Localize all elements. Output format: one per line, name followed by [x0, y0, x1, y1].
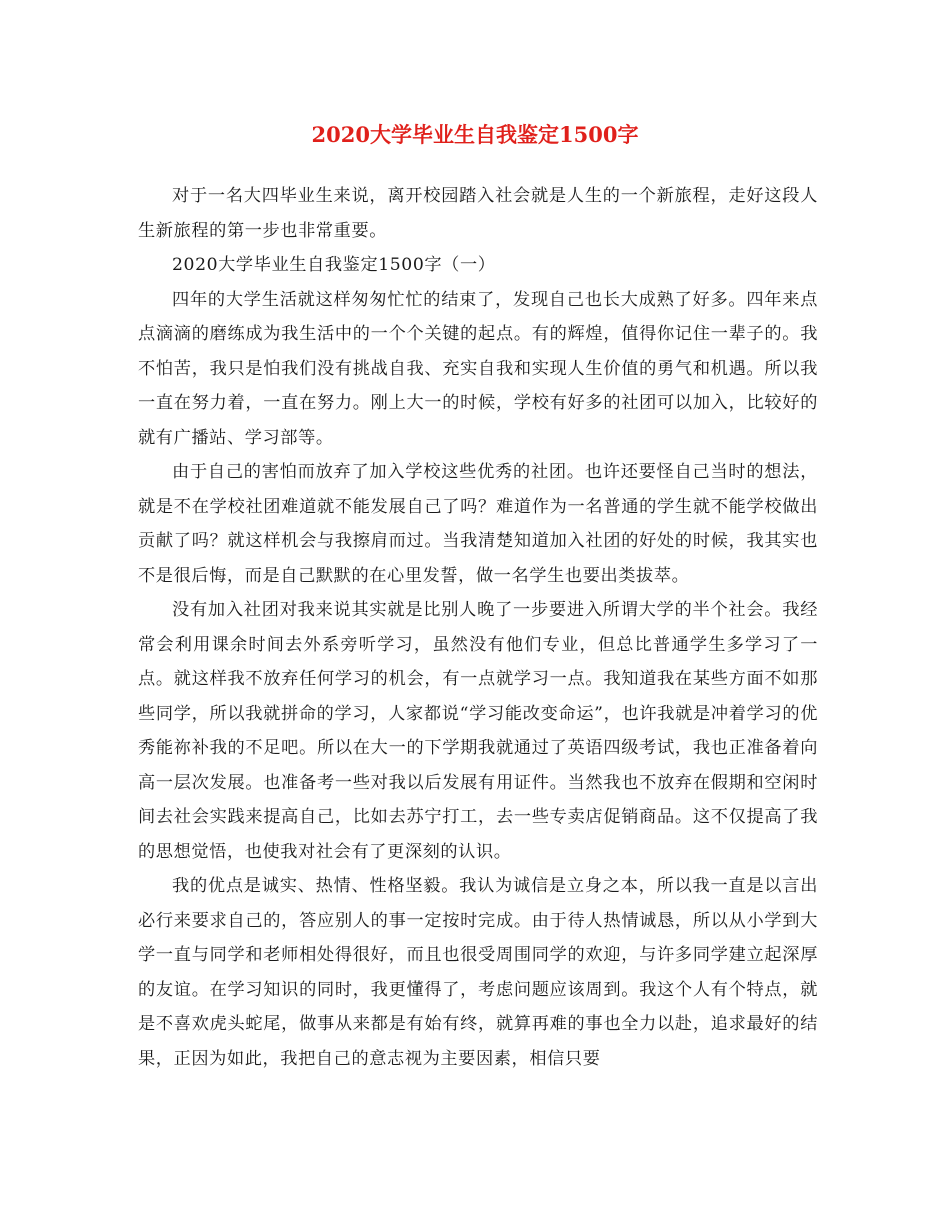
paragraph-4: 我的优点是诚实、热情、性格坚毅。我认为诚信是立身之本，所以我一直是以言出必行来要求自己的，答应别人的事一定按时完成。由于待人热情诚恳，所以从小学到大学一直与同学和老师相处得很好，而且也很受周围同学的欢迎，与许多同学建立起深厚的友谊。在学习知识的同时，我更懂得了，考虑问题应该周到。我这个人有个特点，就是不喜欢虎头蛇尾，做事从来都是有始有终，就算再难的事也全力以赴，追求最好的结果，正因为如此，我把自己的意志视为主要因素，相信只要 — [138, 876, 818, 1069]
paragraph-1: 四年的大学生活就这样匆匆忙忙的结束了，发现自己也长大成熟了好多。四年来点点滴滴的磨练成为我生活中的一个个关键的起点。有的辉煌，值得你记住一辈子的。我不怕苦，我只是怕我们没有挑战自我、充实自我和实现人生价值的勇气和机遇。所以我一直在努力着，一直在努力。刚上大一的时候，学校有好多的社团可以加入，比较好的就有广播站、学习部等。 — [138, 289, 818, 448]
paragraph-intro: 对于一名大四毕业生来说，离开校园踏入社会就是人生的一个新旅程，走好这段人生新旅程的第一步也非常重要。 — [138, 186, 818, 241]
section-heading: 2020大学毕业生自我鉴定1500字（一） — [172, 255, 496, 275]
paragraph-3: 没有加入社团对我来说其实就是比别人晚了一步要进入所谓大学的半个社会。我经常会利用课余时间去外系旁听学习，虽然没有他们专业，但总比普通学生多学习了一点。就这样我不放弃任何学习的机会，有一点就学习一点。我知道我在某些方面不如那些同学，所以我就拼命的学习，人家都说“学习能改变命运”，也许我就是冲着学习的优秀能祢补我的不足吧。所以在大一的下学期我就通过了英语四级考试，我也正准备着向高一层次发展。也准备考一些对我以后发展有用证件。当然我也不放弃在假期和空闲时间去社会实践来提高自己，比如去苏宁打工，去一些专卖店促销商品。这不仅提高了我的思想觉悟，也使我对社会有了更深刻的认识。 — [138, 600, 818, 862]
document-body — [138, 179, 818, 1076]
document-title: 2020大学毕业生自我鉴定1500字 — [311, 122, 639, 147]
paragraph-2: 由于自己的害怕而放弃了加入学校这些优秀的社团。也许还要怪自己当时的想法，就是不在学校社团难道就不能发展自己了吗？难道作为一名普通的学生就不能学校做出贡献了吗？就这样机会与我擦肩而过。当我清楚知道加入社团的好处的时候，我其实也不是很后悔，而是自己默默的在心里发誓，做一名学生也要出类拔萃。 — [138, 462, 818, 586]
